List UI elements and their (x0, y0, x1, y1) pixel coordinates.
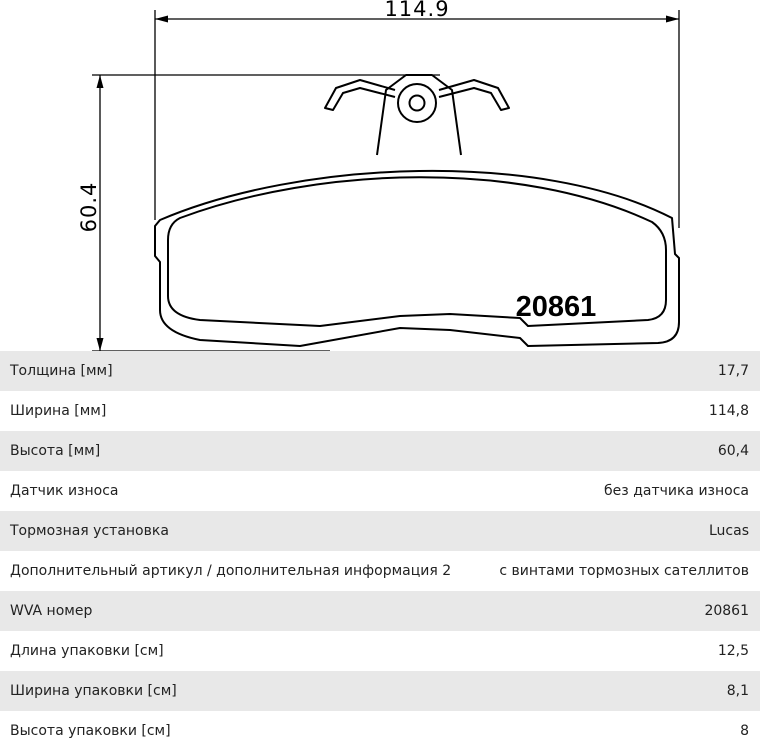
spec-row-package-height (0, 711, 760, 751)
spec-row-brake-system (0, 511, 760, 551)
spec-value: без датчика износа (604, 483, 749, 499)
spec-row-package-length (0, 631, 760, 671)
arrow-top (97, 75, 104, 88)
brake-pad-drawing (0, 0, 760, 351)
spec-label: Датчик износа (10, 483, 119, 499)
part-number-label: 20861 (515, 291, 597, 323)
spec-value: 8 (740, 723, 749, 739)
spec-value: Lucas (709, 523, 749, 539)
clip-hub (398, 84, 436, 122)
height-dimension-label: 60.4 (77, 181, 101, 233)
spec-row-additional-info (0, 551, 760, 591)
spec-label: WVA номер (10, 603, 93, 619)
spec-row-thickness (0, 351, 760, 391)
spec-row-width (0, 391, 760, 431)
spec-label: Ширина упаковки [см] (10, 683, 177, 699)
spec-label: Тормозная установка (10, 523, 169, 539)
pad-outline (155, 75, 679, 346)
spec-label: Дополнительный артикул / дополнительная информация 2 (10, 563, 452, 579)
backing-plate (155, 171, 679, 346)
spring-arm-right (439, 80, 509, 110)
spec-label: Длина упаковки [см] (10, 643, 164, 659)
spec-value: 60,4 (717, 443, 749, 459)
spec-label: Толщина [мм] (10, 363, 113, 379)
width-dimension-label: 114.9 (384, 0, 450, 21)
spec-row-wear-sensor (0, 471, 760, 511)
spec-row-height (0, 431, 760, 471)
arrow-right (666, 16, 679, 23)
spec-value: 17,7 (717, 363, 749, 379)
spec-label: Ширина [мм] (10, 403, 107, 419)
spec-table (0, 351, 760, 751)
spec-value: с винтами тормозных сателлитов (499, 563, 749, 579)
spec-value: 114,8 (708, 403, 749, 419)
spec-label: Высота упаковки [см] (10, 723, 171, 739)
spec-value: 20861 (704, 603, 749, 619)
technical-drawing-svg (0, 0, 760, 351)
spec-row-package-width (0, 671, 760, 711)
arrow-left (155, 16, 168, 23)
spec-label: Высота [мм] (10, 443, 101, 459)
spec-row-wva-number (0, 591, 760, 631)
spec-value: 8,1 (726, 683, 749, 699)
clip-hub-hole (410, 96, 425, 111)
spec-value: 12,5 (717, 643, 749, 659)
arrow-bottom (97, 338, 104, 351)
